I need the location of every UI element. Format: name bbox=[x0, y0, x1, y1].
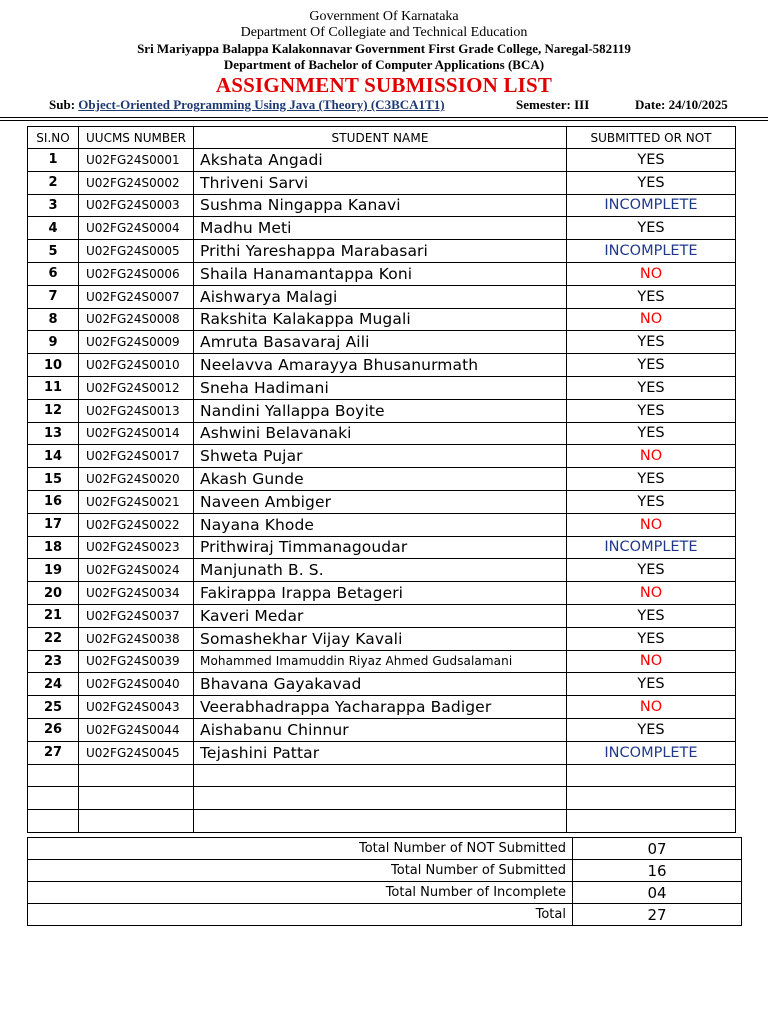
table-row bbox=[28, 604, 736, 627]
semester: Semester: III bbox=[516, 97, 590, 112]
row-uucms-number: U02FG24S0001 bbox=[79, 149, 194, 172]
row-status: YES bbox=[567, 376, 736, 399]
row-uucms-number: U02FG24S0010 bbox=[79, 354, 194, 377]
row-slno: 19 bbox=[28, 559, 79, 582]
table-row bbox=[28, 468, 736, 491]
table-header-row bbox=[28, 127, 736, 149]
totals-label: Total bbox=[28, 904, 573, 926]
header-divider bbox=[0, 117, 768, 118]
row-student-name: Sushma Ningappa Kanavi bbox=[194, 194, 567, 217]
empty-cell bbox=[79, 787, 194, 810]
totals-label: Total Number of NOT Submitted bbox=[28, 838, 573, 860]
empty-cell bbox=[28, 764, 79, 787]
table-row bbox=[28, 399, 736, 422]
table-row bbox=[28, 308, 736, 331]
row-slno: 4 bbox=[28, 217, 79, 240]
row-student-name: Nandini Yallappa Boyite bbox=[194, 399, 567, 422]
row-uucms-number: U02FG24S0043 bbox=[79, 696, 194, 719]
row-student-name: Madhu Meti bbox=[194, 217, 567, 240]
table-row bbox=[28, 673, 736, 696]
row-status: NO bbox=[567, 513, 736, 536]
table-row bbox=[28, 354, 736, 377]
totals-body bbox=[28, 838, 742, 926]
row-slno: 12 bbox=[28, 399, 79, 422]
row-student-name: Thriveni Sarvi bbox=[194, 171, 567, 194]
table-row bbox=[28, 513, 736, 536]
row-student-name: Prithi Yareshappa Marabasari bbox=[194, 240, 567, 263]
row-student-name: Rakshita Kalakappa Mugali bbox=[194, 308, 567, 331]
row-slno: 18 bbox=[28, 536, 79, 559]
row-status: INCOMPLETE bbox=[567, 194, 736, 217]
submission-table bbox=[27, 126, 736, 833]
row-slno: 14 bbox=[28, 445, 79, 468]
table-row bbox=[28, 262, 736, 285]
row-status: INCOMPLETE bbox=[567, 240, 736, 263]
subject-line bbox=[49, 97, 445, 113]
empty-row bbox=[28, 810, 736, 833]
row-status: YES bbox=[567, 399, 736, 422]
row-slno: 6 bbox=[28, 262, 79, 285]
row-uucms-number: U02FG24S0044 bbox=[79, 718, 194, 741]
row-slno: 10 bbox=[28, 354, 79, 377]
totals-row bbox=[28, 882, 742, 904]
row-student-name: Veerabhadrappa Yacharappa Badiger bbox=[194, 696, 567, 719]
totals-value: 16 bbox=[573, 860, 742, 882]
table-row bbox=[28, 445, 736, 468]
row-student-name: Akash Gunde bbox=[194, 468, 567, 491]
empty-row bbox=[28, 787, 736, 810]
row-uucms-number: U02FG24S0005 bbox=[79, 240, 194, 263]
row-slno: 24 bbox=[28, 673, 79, 696]
row-status: YES bbox=[567, 285, 736, 308]
table-row bbox=[28, 171, 736, 194]
row-slno: 26 bbox=[28, 718, 79, 741]
row-status: YES bbox=[567, 627, 736, 650]
empty-row bbox=[28, 764, 736, 787]
row-slno: 1 bbox=[28, 149, 79, 172]
header-bca-department: Department of Bachelor of Computer Applications (BCA) bbox=[223, 57, 545, 72]
row-status: NO bbox=[567, 308, 736, 331]
column-header-uucms: UUCMS NUMBER bbox=[79, 127, 194, 149]
row-uucms-number: U02FG24S0038 bbox=[79, 627, 194, 650]
row-uucms-number: U02FG24S0037 bbox=[79, 604, 194, 627]
row-uucms-number: U02FG24S0039 bbox=[79, 650, 194, 673]
row-student-name: Kaveri Medar bbox=[194, 604, 567, 627]
header-department: Department Of Collegiate and Technical Education bbox=[240, 25, 528, 40]
table-row bbox=[28, 285, 736, 308]
row-status: YES bbox=[567, 171, 736, 194]
row-uucms-number: U02FG24S0021 bbox=[79, 490, 194, 513]
row-student-name: Amruta Basavaraj Aili bbox=[194, 331, 567, 354]
row-student-name: Akshata Angadi bbox=[194, 149, 567, 172]
row-uucms-number: U02FG24S0009 bbox=[79, 331, 194, 354]
table-row bbox=[28, 741, 736, 764]
column-header-slno: SI.NO bbox=[28, 127, 79, 149]
table-row bbox=[28, 490, 736, 513]
row-uucms-number: U02FG24S0023 bbox=[79, 536, 194, 559]
row-uucms-number: U02FG24S0008 bbox=[79, 308, 194, 331]
table-row bbox=[28, 696, 736, 719]
totals-value: 07 bbox=[573, 838, 742, 860]
table-row bbox=[28, 718, 736, 741]
row-student-name: Nayana Khode bbox=[194, 513, 567, 536]
totals-label: Total Number of Submitted bbox=[28, 860, 573, 882]
row-slno: 5 bbox=[28, 240, 79, 263]
row-slno: 27 bbox=[28, 741, 79, 764]
row-status: YES bbox=[567, 217, 736, 240]
row-uucms-number: U02FG24S0003 bbox=[79, 194, 194, 217]
row-status: YES bbox=[567, 422, 736, 445]
row-slno: 20 bbox=[28, 582, 79, 605]
row-uucms-number: U02FG24S0020 bbox=[79, 468, 194, 491]
row-status: NO bbox=[567, 696, 736, 719]
row-slno: 8 bbox=[28, 308, 79, 331]
empty-cell bbox=[567, 764, 736, 787]
table-row bbox=[28, 582, 736, 605]
row-uucms-number: U02FG24S0014 bbox=[79, 422, 194, 445]
empty-cell bbox=[194, 810, 567, 833]
row-student-name: Fakirappa Irappa Betageri bbox=[194, 582, 567, 605]
empty-cell bbox=[567, 787, 736, 810]
row-uucms-number: U02FG24S0022 bbox=[79, 513, 194, 536]
column-header-student-name: STUDENT NAME bbox=[194, 127, 567, 149]
table-row bbox=[28, 559, 736, 582]
row-uucms-number: U02FG24S0006 bbox=[79, 262, 194, 285]
empty-cell bbox=[79, 764, 194, 787]
row-slno: 25 bbox=[28, 696, 79, 719]
row-student-name: Prithwiraj Timmanagoudar bbox=[194, 536, 567, 559]
subject-label: Sub: bbox=[49, 97, 76, 112]
row-status: INCOMPLETE bbox=[567, 741, 736, 764]
row-uucms-number: U02FG24S0017 bbox=[79, 445, 194, 468]
table-row bbox=[28, 240, 736, 263]
table-row bbox=[28, 331, 736, 354]
row-status: YES bbox=[567, 718, 736, 741]
row-uucms-number: U02FG24S0034 bbox=[79, 582, 194, 605]
row-status: YES bbox=[567, 149, 736, 172]
row-slno: 15 bbox=[28, 468, 79, 491]
header-government: Government Of Karnataka bbox=[309, 9, 459, 24]
empty-cell bbox=[28, 787, 79, 810]
row-slno: 21 bbox=[28, 604, 79, 627]
row-slno: 3 bbox=[28, 194, 79, 217]
row-uucms-number: U02FG24S0004 bbox=[79, 217, 194, 240]
row-uucms-number: U02FG24S0007 bbox=[79, 285, 194, 308]
row-slno: 22 bbox=[28, 627, 79, 650]
row-status: YES bbox=[567, 354, 736, 377]
row-uucms-number: U02FG24S0012 bbox=[79, 376, 194, 399]
row-student-name: Sneha Hadimani bbox=[194, 376, 567, 399]
row-slno: 2 bbox=[28, 171, 79, 194]
row-student-name: Neelavva Amarayya Bhusanurmath bbox=[194, 354, 567, 377]
row-student-name: Bhavana Gayakavad bbox=[194, 673, 567, 696]
row-uucms-number: U02FG24S0002 bbox=[79, 171, 194, 194]
table-body bbox=[28, 149, 736, 833]
empty-cell bbox=[194, 787, 567, 810]
table-row bbox=[28, 536, 736, 559]
row-status: YES bbox=[567, 331, 736, 354]
row-student-name: Somashekhar Vijay Kavali bbox=[194, 627, 567, 650]
row-slno: 9 bbox=[28, 331, 79, 354]
row-student-name: Tejashini Pattar bbox=[194, 741, 567, 764]
row-status: NO bbox=[567, 650, 736, 673]
row-status: YES bbox=[567, 468, 736, 491]
row-student-name: Mohammed Imamuddin Riyaz Ahmed Gudsalamani bbox=[194, 650, 567, 673]
totals-row bbox=[28, 838, 742, 860]
row-slno: 23 bbox=[28, 650, 79, 673]
row-status: INCOMPLETE bbox=[567, 536, 736, 559]
row-student-name: Aishabanu Chinnur bbox=[194, 718, 567, 741]
header-divider-second bbox=[0, 120, 768, 121]
row-status: NO bbox=[567, 262, 736, 285]
table-row bbox=[28, 149, 736, 172]
empty-cell bbox=[79, 810, 194, 833]
row-slno: 16 bbox=[28, 490, 79, 513]
date: Date: 24/10/2025 bbox=[635, 97, 728, 112]
row-student-name: Aishwarya Malagi bbox=[194, 285, 567, 308]
totals-label: Total Number of Incomplete bbox=[28, 882, 573, 904]
empty-cell bbox=[567, 810, 736, 833]
table-row bbox=[28, 376, 736, 399]
row-slno: 7 bbox=[28, 285, 79, 308]
header-college: Sri Mariyappa Balappa Kalakonnavar Government First Grade College, Naregal-582119 bbox=[137, 41, 631, 56]
totals-table bbox=[27, 837, 742, 926]
row-uucms-number: U02FG24S0040 bbox=[79, 673, 194, 696]
row-status: YES bbox=[567, 490, 736, 513]
table-row bbox=[28, 650, 736, 673]
row-uucms-number: U02FG24S0013 bbox=[79, 399, 194, 422]
table-row bbox=[28, 217, 736, 240]
row-slno: 13 bbox=[28, 422, 79, 445]
subject-name: Object-Oriented Programming Using Java (Theory) (C3BCA1T1) bbox=[78, 97, 445, 112]
table-row bbox=[28, 422, 736, 445]
row-status: NO bbox=[567, 582, 736, 605]
page-title: ASSIGNMENT SUBMISSION LIST bbox=[215, 73, 553, 97]
totals-value: 27 bbox=[573, 904, 742, 926]
column-header-status: SUBMITTED OR NOT bbox=[567, 127, 736, 149]
row-student-name: Shaila Hanamantappa Koni bbox=[194, 262, 567, 285]
row-uucms-number: U02FG24S0045 bbox=[79, 741, 194, 764]
row-student-name: Ashwini Belavanaki bbox=[194, 422, 567, 445]
row-status: YES bbox=[567, 673, 736, 696]
empty-cell bbox=[28, 810, 79, 833]
row-student-name: Naveen Ambiger bbox=[194, 490, 567, 513]
row-status: YES bbox=[567, 604, 736, 627]
row-status: NO bbox=[567, 445, 736, 468]
row-slno: 11 bbox=[28, 376, 79, 399]
row-student-name: Manjunath B. S. bbox=[194, 559, 567, 582]
row-status: YES bbox=[567, 559, 736, 582]
totals-value: 04 bbox=[573, 882, 742, 904]
row-uucms-number: U02FG24S0024 bbox=[79, 559, 194, 582]
empty-cell bbox=[194, 764, 567, 787]
table-row bbox=[28, 627, 736, 650]
row-slno: 17 bbox=[28, 513, 79, 536]
row-student-name: Shweta Pujar bbox=[194, 445, 567, 468]
totals-row bbox=[28, 860, 742, 882]
totals-row bbox=[28, 904, 742, 926]
table-row bbox=[28, 194, 736, 217]
